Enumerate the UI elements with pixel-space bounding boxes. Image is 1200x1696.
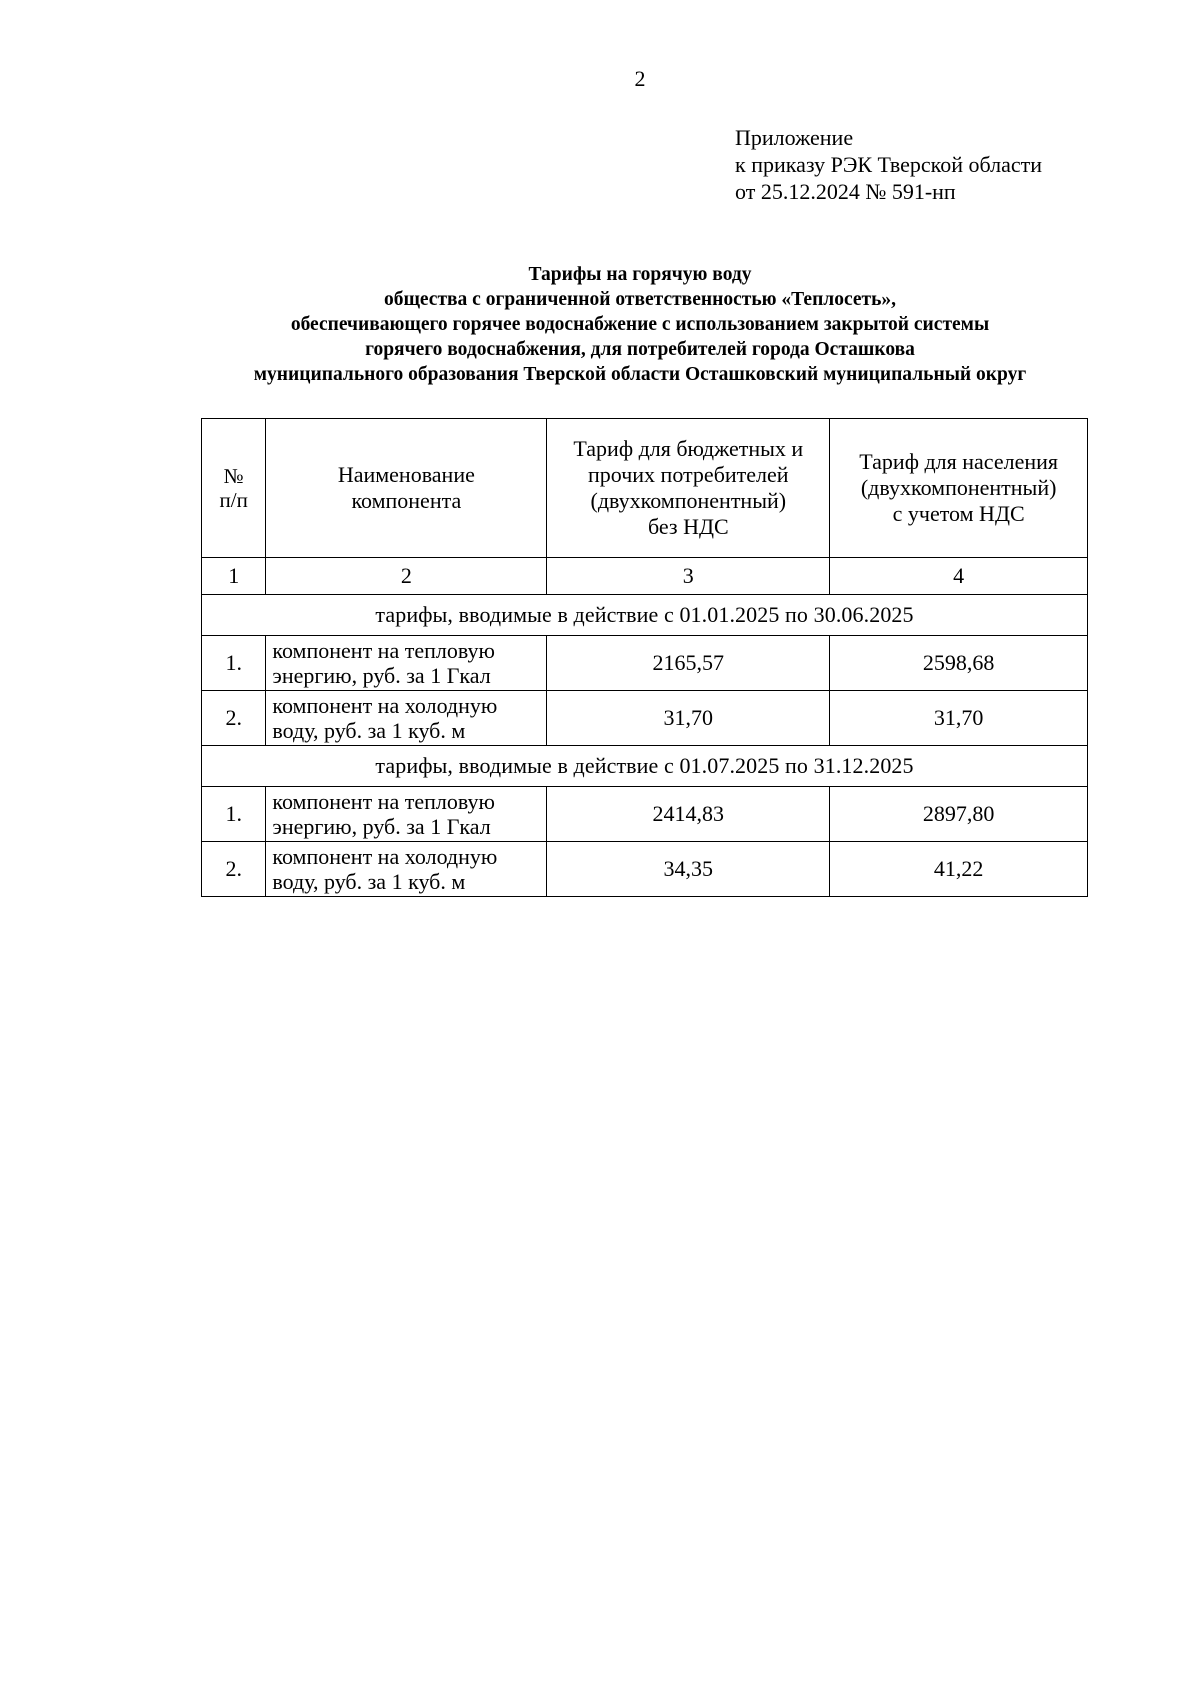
table-row [202,842,1088,897]
table-row [202,636,1088,691]
budget-value: 2414,83 [547,787,830,842]
header-number-l1: № [223,464,244,488]
population-value: 2598,68 [830,636,1088,691]
population-value: 2897,80 [830,787,1088,842]
table-row [202,787,1088,842]
appendix-line-1: Приложение [735,125,854,150]
row-index: 2. [202,842,266,897]
header-population-l1: Тариф для населения [859,449,1059,474]
component-name-l1: компонент на тепловую [272,789,495,814]
column-number-4: 4 [830,558,1088,595]
header-budget-l1: Тариф для бюджетных и [573,436,804,461]
component-name-l2: воду, руб. за 1 куб. м [272,718,466,743]
row-index: 1. [202,636,266,691]
title-line-5: муниципального образования Тверской области Осташковский муниципальный округ [253,364,1027,385]
header-population-tariff [830,419,1088,558]
budget-value: 31,70 [547,691,830,746]
column-number-2: 2 [266,558,547,595]
component-name-l1: компонент на холодную [272,693,498,718]
row-index: 2. [202,691,266,746]
header-budget-l2: прочих потребителей [588,462,789,487]
header-budget-l4: без НДС [647,514,729,539]
budget-value: 34,35 [547,842,830,897]
header-population-l3: с учетом НДС [892,501,1025,526]
appendix-block [735,124,1042,205]
component-name-l2: энергию, руб. за 1 Гкал [272,814,491,839]
budget-value: 2165,57 [547,636,830,691]
component-name-l1: компонент на тепловую [272,638,495,663]
header-budget-l3: (двухкомпонентный) [590,488,787,513]
component-name-l2: энергию, руб. за 1 Гкал [272,663,491,688]
page-number: 2 [634,66,646,91]
component-name [266,636,547,691]
table-row [202,691,1088,746]
component-name [266,691,547,746]
component-name [266,787,547,842]
period-row [202,746,1088,787]
header-component-l1: Наименование [337,462,475,487]
appendix-line-2: к приказу РЭК Тверской области [735,152,1043,177]
header-component-name [266,419,547,558]
title-line-2: общества с ограниченной ответственностью «Теплосеть», [383,289,897,310]
header-number [202,419,266,558]
column-number-3: 3 [547,558,830,595]
title-line-1: Тарифы на горячую воду [528,264,752,285]
header-budget-tariff [547,419,830,558]
appendix-line-3: от 25.12.2024 № 591-нп [735,179,956,204]
table-header-row [202,419,1088,558]
population-value: 41,22 [830,842,1088,897]
tariffs-table [201,418,1088,897]
title-line-3: обеспечивающего горячее водоснабжение с использованием закрытой системы [290,314,990,335]
component-name [266,842,547,897]
title-line-4: горячего водоснабжения, для потребителей города Осташкова [365,339,915,360]
header-number-l2: п/п [219,488,248,512]
column-number-row [202,558,1088,595]
component-name-l1: компонент на холодную [272,844,498,869]
header-component-l2: компонента [351,488,462,513]
column-number-1: 1 [202,558,266,595]
period-label-2: тарифы, вводимые в действие с 01.07.2025 по 31.12.2025 [202,746,1088,787]
period-row [202,595,1088,636]
header-population-l2: (двухкомпонентный) [860,475,1057,500]
population-value: 31,70 [830,691,1088,746]
period-label-1: тарифы, вводимые в действие с 01.01.2025 по 30.06.2025 [202,595,1088,636]
row-index: 1. [202,787,266,842]
component-name-l2: воду, руб. за 1 куб. м [272,869,466,894]
document-title [150,262,1130,387]
